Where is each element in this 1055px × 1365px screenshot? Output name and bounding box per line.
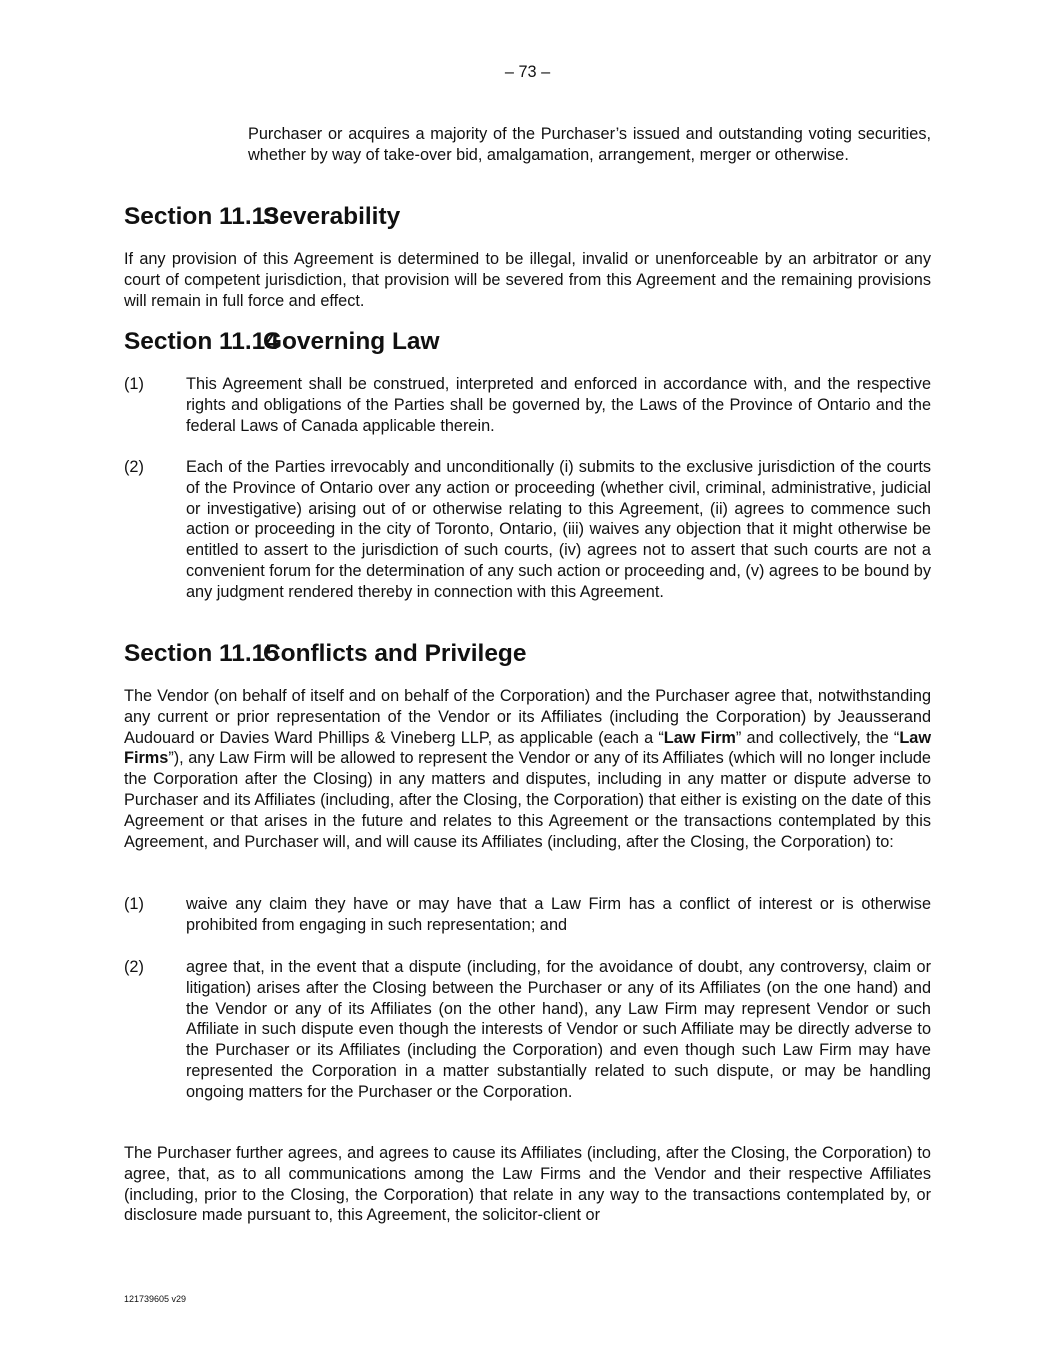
conflicts-item-2 [124, 957, 931, 1103]
governing-law-item-2 [124, 457, 931, 603]
section-11-14-heading [124, 328, 440, 355]
section-number: Section 11.14 [124, 328, 279, 355]
list-number: (2) [124, 458, 144, 476]
section-title: Governing Law [263, 328, 440, 355]
governing-law-item-1 [124, 374, 931, 436]
list-text: This Agreement shall be construed, interpreted and enforced in accordance with, and the respective rights and obligations of the Parties shall be governed by, the Laws of the Province of Ontario and the federal Laws of Canada applicable therein. [186, 375, 931, 435]
conflicts-text-2: ” and collectively, the “ [735, 728, 900, 747]
section-number: Section 11.15 [124, 640, 279, 667]
closing-paragraph: The Purchaser further agrees, and agrees to cause its Affiliates (including, after the Closing, the Corporation) to agree, that, as to all communications among the Law Firms and the Vendor and their respective Affiliates (including, prior to the Closing, the Corporation) that relate in any way to the transactions contemplated by, or disclosure made pursuant to, this Agreement, the solicitor-client or [124, 1144, 931, 1225]
defined-term-law-firms: Law Firms [124, 728, 931, 768]
severability-paragraph: If any provision of this Agreement is determined to be illegal, invalid or unenforceable by an arbitrator or any court of competent jurisdiction, that provision will be severed from this Agreement and the remaining provisions will remain in full force and effect. [124, 250, 931, 310]
conflicts-text-3: ”), any Law Firm will be allowed to represent the Vendor or any of its Affiliates (which will no longer include the Corporation after the Closing) in any matters and disputes, including in any matter or dispute adverse to Purchaser and its Affiliates (including, after the Closing, the Corporation) that either is existing on the date of this Agreement or that arises in the future and relates to this Agreement or the transactions contemplated by this Agreement, and Purchaser will, and will cause its Affiliates (including, after the Closing, the Corporation) to: [124, 749, 931, 851]
conflicts-item-1 [124, 894, 931, 936]
list-text: waive any claim they have or may have that a Law Firm has a conflict of interest or is otherwise prohibited from engaging in such representation; and [186, 895, 931, 934]
list-text: Each of the Parties irrevocably and unconditionally (i) submits to the exclusive jurisdiction of the courts of the Province of Ontario over any action or proceeding (whether civil, criminal, administrative, judicial or investigative) arising out of or otherwise relating to this Agreement, (ii) agrees to commence such action or proceeding in the city of Toronto, Ontario, (iii) waives any objection that it might otherwise be entitled to assert to the jurisdiction of such courts, (iv) agrees not to assert that such courts are not a convenient forum for the determination of any such action or proceeding and, (v) agrees to be bound by any judgment rendered thereby in connection with this Agreement. [186, 458, 931, 601]
conflicts-text-1: The Vendor (on behalf of itself and on behalf of the Corporation) and the Purchaser agree that, notwithstanding any current or prior representation of the Vendor or its Affiliates (including the Corporation) by Jeausserand Audouard or Davies Ward Phillips & Vineberg LLP, as applicable (each a “ [124, 687, 931, 747]
section-title: Conflicts and Privilege [263, 640, 527, 667]
list-number: (1) [124, 895, 144, 913]
section-number: Section 11.13 [124, 203, 279, 230]
defined-term-law-firm: Law Firm [663, 728, 736, 747]
list-text: agree that, in the event that a dispute (including, for the avoidance of doubt, any controversy, claim or litigation) arises after the Closing between the Purchaser or any of its Affiliates (on the one hand) and the Vendor or any of its Affiliates (on the other hand), any Law Firm may represent Vendor or such Affiliate in such dispute even though the interests of Vendor or such Affiliate may be directly adverse to the Purchaser or its Affiliates (including the Corporation) and even though such Law Firm may have represented the Corporation in a matter substantially related to such dispute, or may be handling ongoing matters for the Purchaser or the Corporation. [186, 958, 931, 1101]
conflicts-paragraph [124, 686, 931, 852]
page-number: – 73 – [504, 63, 551, 81]
section-title: Severability [263, 203, 401, 230]
section-11-13-heading [124, 203, 401, 230]
section-11-15-heading [124, 640, 527, 667]
list-number: (2) [124, 958, 144, 976]
document-id: 121739605 v29 [124, 1294, 187, 1304]
intro-paragraph: Purchaser or acquires a majority of the Purchaser’s issued and outstanding voting securities, whether by way of take-over bid, amalgamation, arrangement, merger or otherwise. [248, 125, 931, 164]
list-number: (1) [124, 375, 144, 393]
